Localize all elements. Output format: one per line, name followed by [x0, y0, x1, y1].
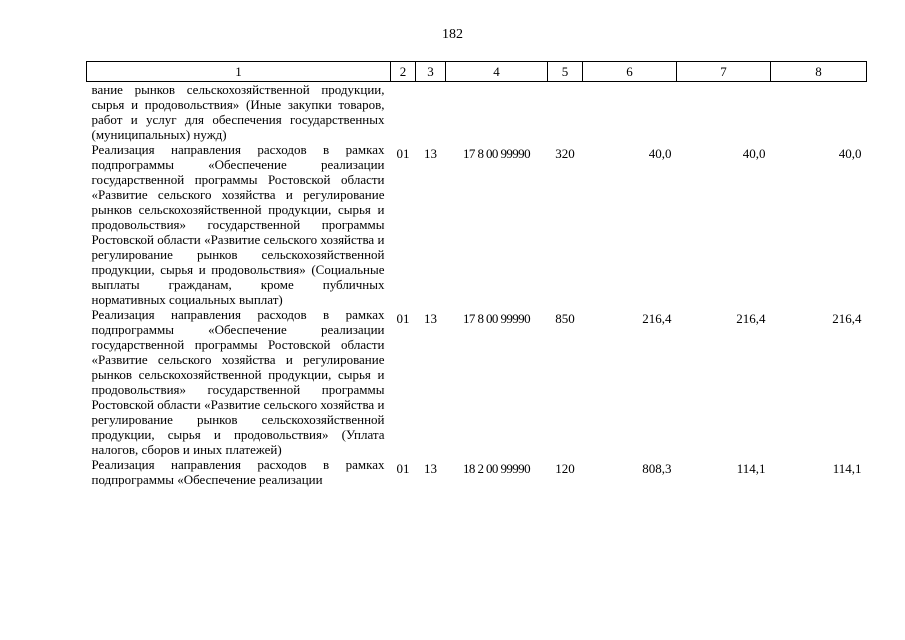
- row-expense-type: 120: [555, 461, 575, 476]
- row-description: Реализация направления расходов в рамках подпрограммы «Обеспечение реализации: [91, 457, 385, 487]
- row-subsection: 13: [424, 146, 437, 161]
- column-header-7: 7: [677, 62, 771, 82]
- page-number: 182: [442, 27, 463, 42]
- row-amount-8: 40,0: [838, 146, 862, 161]
- column-header-5: 5: [548, 62, 583, 82]
- row-amount-6: 40,0: [648, 146, 672, 161]
- row-section: 01: [396, 311, 410, 326]
- column-header-8: 8: [771, 62, 867, 82]
- table-row: [87, 307, 867, 457]
- header-row: [87, 62, 867, 82]
- row-target-article: 17 8 00 99990: [463, 146, 530, 161]
- row-description: Реализация направления расходов в рамках подпрограммы «Обеспечение реализации государственной программы Ростовской области «Развитие сельского хозяйства и регулирование рынков сельскохозяйственной продукции, сырья и продовольствия» государственной программы Ростовской области «Развитие сельского хозяйства и регулирование рынков сельскохозяйственной продукции, сырья и продовольствия» (Социальные выплаты гражданам, кроме публичных нормативных социальных выплат): [91, 142, 385, 307]
- row-subsection: 13: [424, 311, 437, 326]
- row-section: [391, 82, 416, 143]
- row-amount-7: 216,4: [736, 311, 766, 326]
- row-amount-7: 40,0: [742, 146, 766, 161]
- budget-table: [86, 61, 867, 487]
- table-row: [87, 142, 867, 307]
- row-amount-6: 216,4: [642, 311, 672, 326]
- column-header-6: 6: [583, 62, 677, 82]
- column-header-3: 3: [416, 62, 446, 82]
- row-amount-8: 216,4: [832, 311, 862, 326]
- row-amount-8: [771, 82, 867, 143]
- row-target-article: [446, 82, 548, 143]
- row-subsection: 13: [424, 461, 437, 476]
- table-row: [87, 457, 867, 487]
- row-description: вание рынков сельскохозяйственной продукции, сырья и продовольствия» (Иные закупки товаров, работ и услуг для обеспечения государственных (муниципальных) нужд): [91, 82, 385, 142]
- row-target-article: 17 8 00 99990: [463, 311, 530, 326]
- column-header-2: 2: [391, 62, 416, 82]
- row-subsection: [416, 82, 446, 143]
- row-expense-type: 850: [555, 311, 575, 326]
- row-amount-6: 808,3: [642, 461, 672, 476]
- column-header-4: 4: [446, 62, 548, 82]
- row-amount-6: [583, 82, 677, 143]
- row-amount-7: [677, 82, 771, 143]
- row-amount-8: 114,1: [832, 461, 862, 476]
- row-section: 01: [396, 461, 410, 476]
- row-description: Реализация направления расходов в рамках подпрограммы «Обеспечение реализации государственной программы Ростовской области «Развитие сельского хозяйства и регулирование рынков сельскохозяйственной продукции, сырья и продовольствия» государственной программы Ростовской области «Развитие сельского хозяйства и регулирование рынков сельскохозяйственной продукции, сырья и продовольствия» (Уплата налогов, сборов и иных платежей): [91, 307, 385, 457]
- row-section: 01: [396, 146, 410, 161]
- row-amount-7: 114,1: [736, 461, 766, 476]
- row-expense-type: [548, 82, 583, 143]
- row-target-article: 18 2 00 99990: [463, 461, 530, 476]
- row-expense-type: 320: [555, 146, 575, 161]
- column-header-1: 1: [87, 62, 391, 82]
- table-row: [87, 82, 867, 143]
